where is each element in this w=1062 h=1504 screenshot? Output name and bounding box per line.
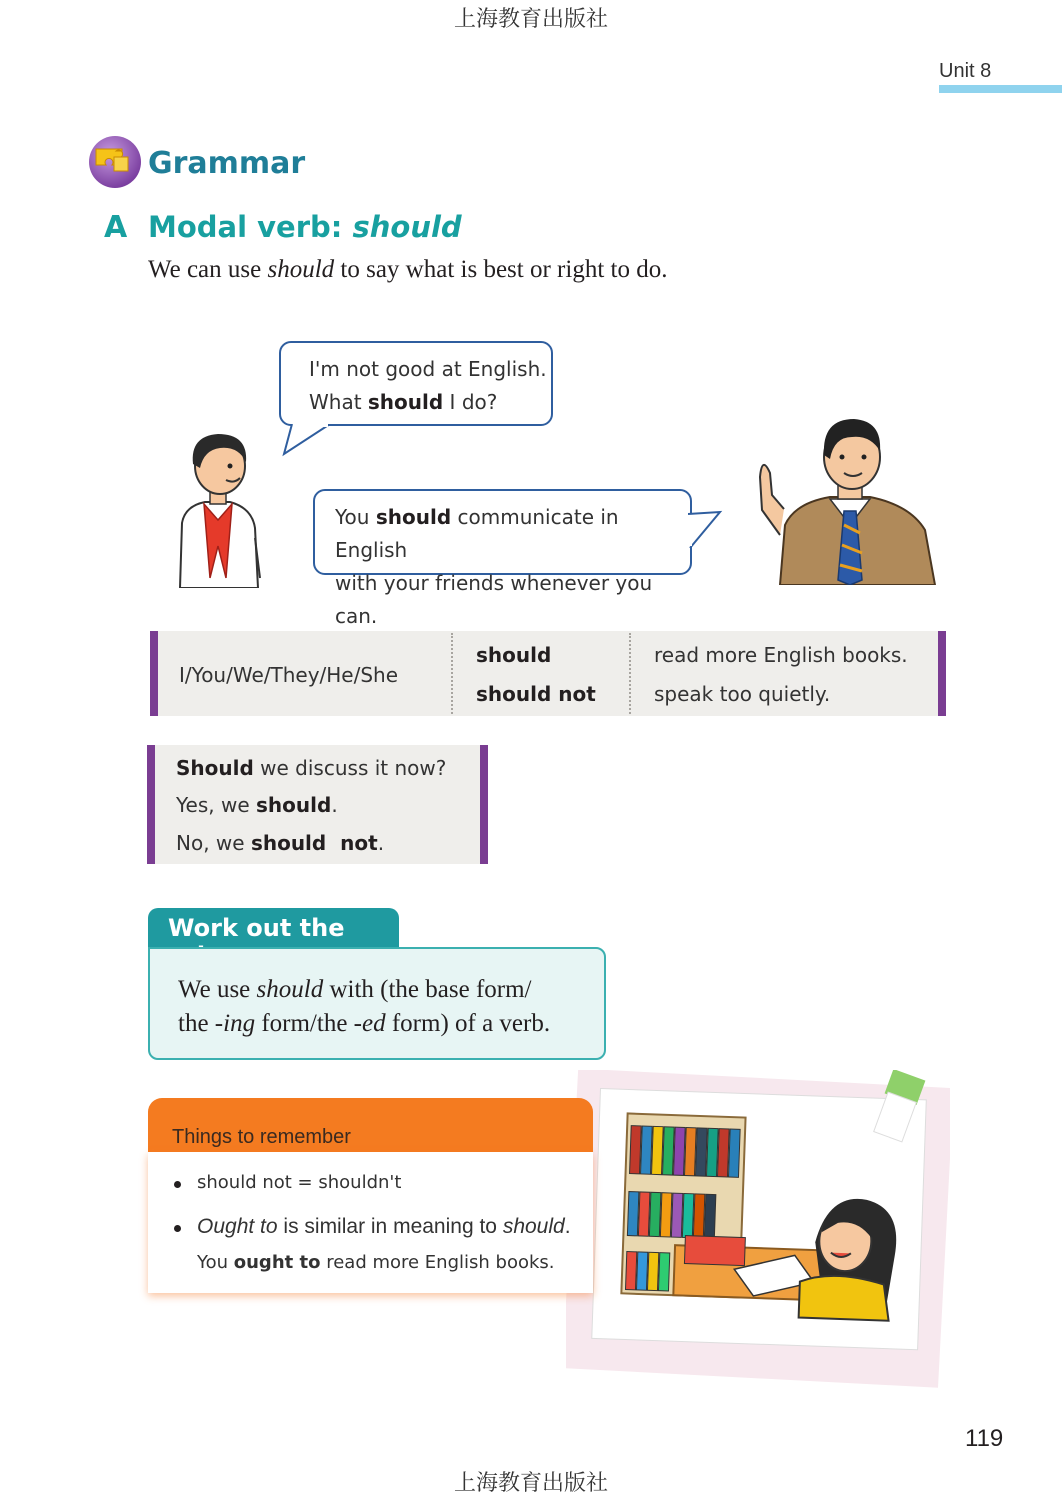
table-left-bar [150, 631, 158, 716]
remember-item-2: Ought to is similar in meaning to should. [197, 1215, 571, 1238]
subsection-title: Modal verb: should [148, 210, 462, 244]
rule-box [148, 947, 606, 1060]
bullet-icon [174, 1225, 181, 1232]
question-line: Should we discuss it now? [176, 756, 447, 780]
unit-bar [939, 85, 1062, 93]
intro-text: We can use should to say what is best or right to do. [148, 256, 668, 283]
speech-bubble-student: I'm not good at English. What should I do? [279, 341, 553, 426]
subjects-cell: I/You/We/They/He/She [179, 663, 399, 687]
modal-should-not: should not [476, 682, 596, 706]
section-title: Grammar [148, 146, 306, 181]
publisher-header: 上海教育出版社 [453, 7, 608, 32]
remember-item-1: should not = shouldn't [197, 1172, 402, 1193]
unit-label: Unit 8 [939, 60, 992, 82]
column-divider [629, 633, 631, 714]
verb-phrase-2: speak too quietly. [654, 682, 831, 706]
remember-title: Things to remember [172, 1126, 351, 1148]
bullet-icon [174, 1181, 181, 1188]
table-right-bar [938, 631, 946, 716]
grammar-table-questions [147, 745, 488, 864]
no-answer: No, we should not. [176, 831, 385, 855]
bubble-tail-teacher [688, 508, 724, 554]
puzzle-icon [88, 135, 142, 189]
publisher-footer: 上海教育出版社 [453, 1471, 608, 1496]
subsection-letter: A [104, 210, 128, 245]
rule-tab-label: Work out the [168, 914, 345, 942]
speech-bubble-teacher: You should communicate in English with your friends whenever you can. [313, 489, 692, 575]
remember-box [148, 1152, 593, 1293]
rule-text: We use should with (the base form/ the -ing form/the -ed form) of a verb. [178, 976, 551, 1037]
modal-should: should [476, 643, 552, 667]
grammar-table-statements [150, 631, 946, 716]
bubble-tail-student [282, 424, 334, 458]
column-divider [451, 633, 453, 714]
page-number: 119 [965, 1425, 1004, 1452]
rule-tab [148, 908, 399, 950]
table-right-bar [480, 745, 488, 864]
table-left-bar [147, 745, 155, 864]
yes-answer: Yes, we should. [176, 793, 338, 817]
remember-example: You ought to read more English books. [197, 1252, 555, 1273]
boy-illustration [160, 428, 270, 588]
teacher-illustration [740, 415, 940, 585]
remember-header [148, 1098, 593, 1153]
verb-phrase-1: read more English books. [654, 643, 908, 667]
girl-reading-illustration [566, 1070, 950, 1390]
